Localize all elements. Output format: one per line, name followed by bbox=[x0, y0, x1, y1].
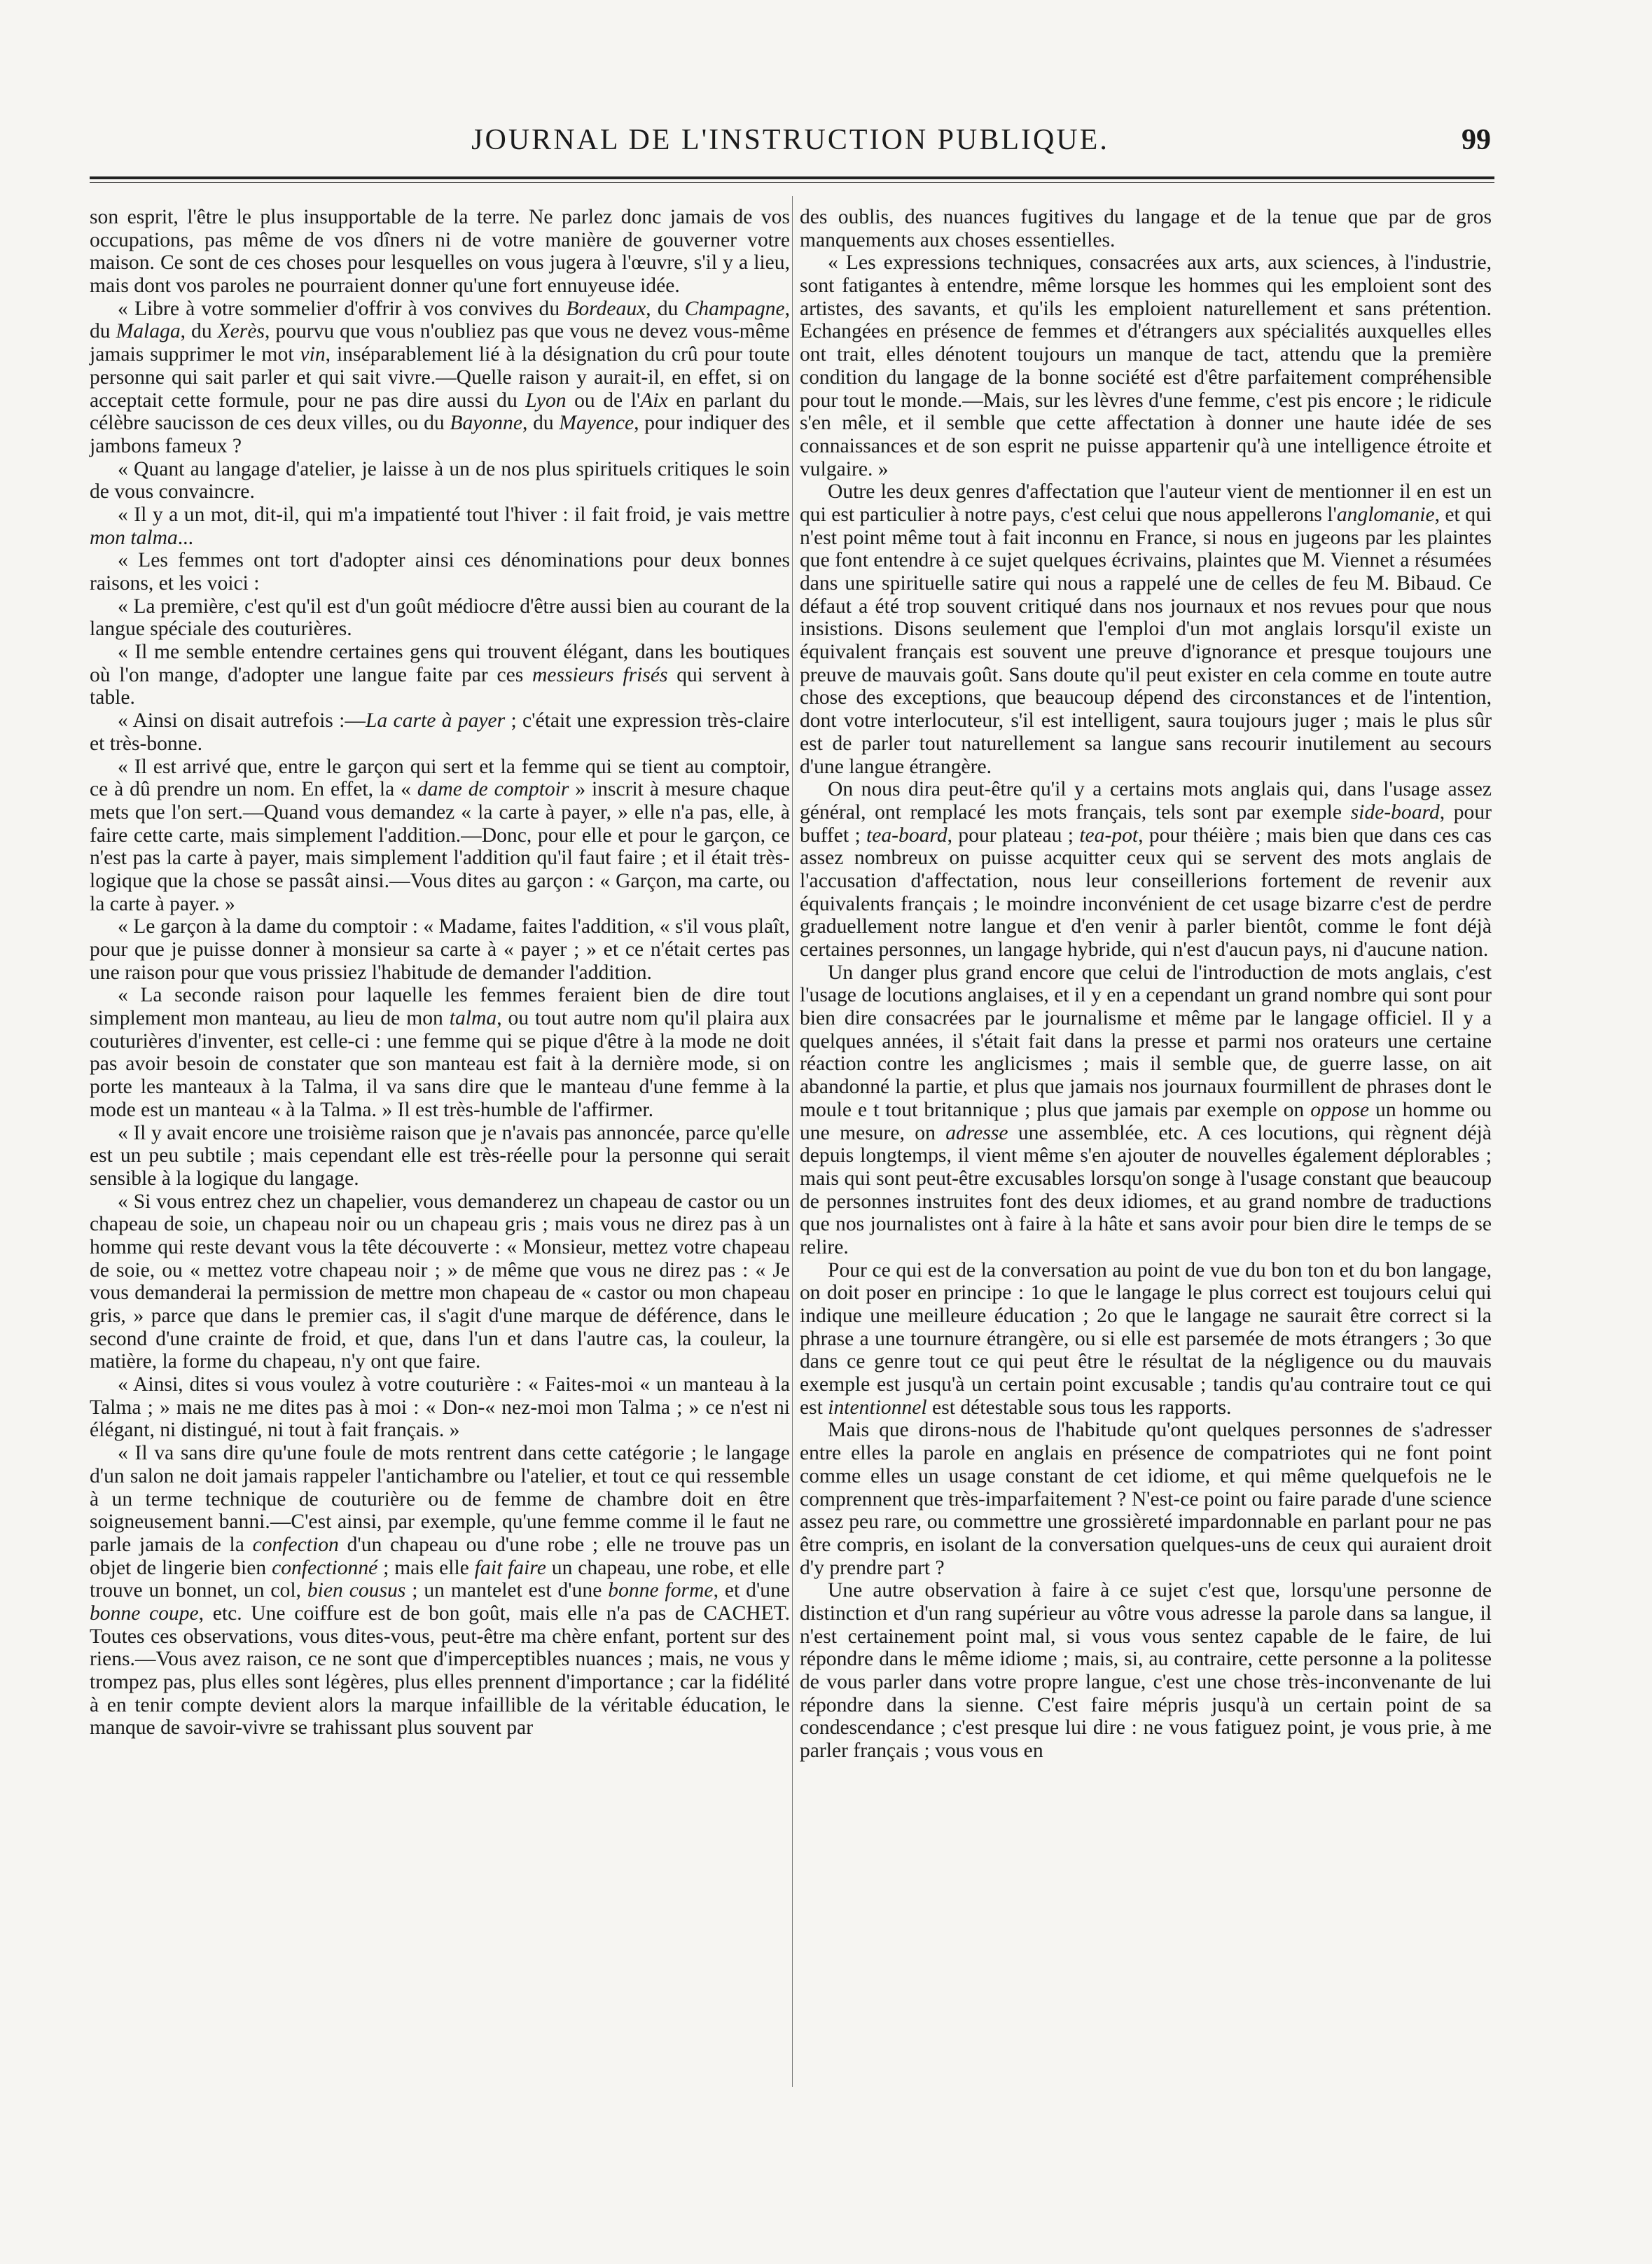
text-run: des oublis, des nuances fugitives du langage et de la tenue que par de gros manquements aux choses essentielles. bbox=[800, 206, 1492, 251]
paragraph bbox=[90, 504, 790, 549]
text-run: Un danger plus grand encore que celui de l'introduction de mots anglais, c'est l'usage de locutions anglaises, et il y en a cependant un grand nombre qui sont pour bien dire consacrées par le journalisme et même par le langage officiel. Il y a quelques années, il s'était fait dans la presse et parmi nos orateurs une certaine réaction contre les anglicismes ; mais il semble que, de guerre lasse, on ait abandonné la partie, et plus que jamais nos journaux fourmillent de phrases dont le moule e t tout britannique ; plus que jamais par exemple on bbox=[800, 961, 1492, 1121]
text-run: ; mais elle bbox=[377, 1556, 475, 1579]
italic-run: Lyon bbox=[525, 389, 567, 412]
text-run: ou de l' bbox=[566, 389, 641, 412]
paragraph bbox=[800, 961, 1492, 1259]
italic-run: bonne forme bbox=[608, 1579, 714, 1602]
italic-run: vin bbox=[300, 343, 326, 366]
paragraph bbox=[800, 1259, 1492, 1419]
text-run: son esprit, l'être le plus insupportable de la terre. Ne parlez donc jamais de vos occupations, pas même de vos dîners ni de votre manière de gouverner votre maison. Ce sont de ces choses pour lesquelles on vous jugera à l'œuvre, s'il y a lieu, mais dont vos paroles ne pourraient donner qu'une fort ennuyeuse idée. bbox=[90, 206, 790, 298]
text-run: , du bbox=[646, 297, 685, 320]
paragraph bbox=[90, 458, 790, 504]
italic-run: talma bbox=[449, 1007, 497, 1030]
column-divider bbox=[792, 196, 793, 2087]
paragraph bbox=[90, 595, 790, 641]
text-run: Mais que dirons-nous de l'habitude qu'ont quelques personnes de s'adresser entre elles la parole en anglais en présence de compatriotes qui ne font point comme elles un usage constant de cet idiome, et qui même quelquefois ne le comprennent que très-imparfaitement ? N'est-ce point ou faire parade d'une science assez peu rare, ou commettre une grossièreté impardonnable en parlant pour ne pas être compris, en isolant de la conversation quelques-uns de ceux qui auraient droit d'y prendre part ? bbox=[800, 1419, 1492, 1579]
text-run: ... bbox=[177, 526, 193, 549]
paragraph bbox=[800, 1419, 1492, 1579]
page-number: 99 bbox=[1462, 124, 1491, 156]
italic-run: tea-pot bbox=[1079, 824, 1139, 847]
text-run: « Si vous entrez chez un chapelier, vous demanderez un chapeau de castor ou un chapeau de soie, un chapeau noir ou un chapeau gris ; mais vous ne direz pas à un homme qui reste devant vous la tête découverte : « Monsieur, mettez votre chapeau de soie, ou « mettez votre chapeau noir ; » de même que vous ne direz pas : « Je vous demanderai la permission de mettre mon chapeau de « castor ou mon chapeau gris, » parce que dans le premier cas, il s'agit d'une marque de déférence, dans le second d'une crainte de froid, et que, dans l'un et dans l'autre cas, la couleur, la matière, la forme du chapeau, n'y ont que faire. bbox=[90, 1190, 790, 1373]
text-run: est détestable sous tous les rapports. bbox=[926, 1396, 1232, 1419]
text-run: , pour théière ; mais bien que dans ces cas assez nombreux on puisse acquitter ceux qui se servent des mots anglais de l'accusation d'affectation, nous leur conseillerions fortement de revenir aux équivalents français ; le moindre inconvénient de cet usage bizarre c'est de perdre graduellement notre langue et d'en venir à parler bientôt, comme le font déjà certaines personnes, un langage hybride, qui n'est d'aucun pays, ni d'aucune nation. bbox=[800, 824, 1492, 961]
text-run: en parlant du célèbre saucisson de ces deux villes, ou du bbox=[90, 389, 791, 435]
italic-run: oppose bbox=[1310, 1098, 1370, 1121]
header-rule bbox=[90, 176, 1494, 179]
italic-run: dame de comptoir bbox=[417, 778, 569, 801]
text-run: Pour ce qui est de la conversation au point de vue du bon ton et du bon langage, on doit poser en principe : 1o que le langage le plus correct est toujours celui qui indique une meilleure éducation ; 2o que le langage ne saurait être correct si la phrase a une tournure étrangère, ou si elle est parsemée de mots étrangers ; 3o que dans ce genre tout ce qui peut être le résultat de la négligence ou du mauvais exemple est jusqu'à un certain point excusable ; tandis qu'au contraire tout ce qui est bbox=[800, 1258, 1492, 1419]
text-run: « Il y avait encore une troisième raison que je n'avais pas annoncée, parce qu'elle est un peu subtile ; mais cependant elle est très-réelle pour la personne qui serait sensible à la logique du langage. bbox=[90, 1121, 790, 1190]
italic-run: mon talma bbox=[90, 526, 178, 549]
left-column bbox=[90, 206, 790, 1739]
text-run: , inséparablement lié à la désignation du crû pour toute personne qui sait parler et qui sait vivre.—Quelle raison y aurait-il, en effet, si on acceptait cette formule, pour ne pas dire aussi du bbox=[90, 343, 791, 412]
text-run: « La première, c'est qu'il est d'un goût médiocre d'être aussi bien au courant de la langue spéciale des couturières. bbox=[90, 595, 790, 641]
italic-run: Bordeaux bbox=[566, 297, 646, 320]
paragraph bbox=[90, 915, 790, 984]
text-run: , etc. Une coiffure est de bon goût, mais elle n'a pas de CACHET. Toutes ces observations, vous dites-vous, peut-être ma chère enfant, portent sur des riens.—Vous avez raison, ce ne sont que d'imperceptibles nuances ; mais, ne vous y trompez pas, plus elles sont légères, plus elles prennent d'importance ; car la fidélité à en tenir compte devient alors la marque infaillible de la véritable éducation, le manque de savoir-vivre se trahissant plus souvent par bbox=[90, 1602, 790, 1739]
text-run: , du bbox=[90, 297, 790, 343]
paragraph bbox=[90, 1373, 790, 1442]
text-run: , pour plateau ; bbox=[947, 824, 1080, 847]
paragraph bbox=[800, 206, 1492, 251]
text-run: , pour buffet ; bbox=[800, 800, 1492, 847]
italic-run: Malaga bbox=[116, 320, 181, 343]
italic-run: Bayonne bbox=[450, 412, 522, 435]
header-rule-thin bbox=[90, 182, 1494, 183]
paragraph bbox=[90, 549, 790, 595]
paragraph bbox=[90, 984, 790, 1121]
italic-run: confectionné bbox=[272, 1556, 378, 1579]
paragraph bbox=[800, 480, 1492, 778]
italic-run: side-board bbox=[1350, 800, 1440, 824]
text-run: « Il va sans dire qu'une foule de mots rentrent dans cette catégorie ; le langage d'un salon ne doit jamais rappeler l'antichambre ou l'atelier, et tout ce qui ressemble à un terme technique de couturière ou de femme de chambre doit en être soigneusement banni.—C'est ainsi, par exemple, qu'une femme comme il le faut ne parle jamais de la bbox=[90, 1442, 790, 1556]
text-run: » inscrit à mesure chaque mets que l'on sert.—Quand vous demandez « la carte à payer, » elle n'a pas, elle, à faire cette carte, mais simplement l'addition.—Donc, pour elle et pour le garçon, ce n'est pas la carte à payer, mais simplement l'addition qu'il faut faire ; et il était très-logique que la chose se passât ainsi.—Vous dites au garçon : « Garçon, ma carte, ou la carte à payer. » bbox=[90, 778, 790, 915]
text-run: « Il me semble entendre certaines gens qui trouvent élégant, dans les boutiques où l'on mange, d'adopter une langue faite par ces bbox=[90, 641, 790, 686]
text-run: On nous dira peut-être qu'il y a certains mots anglais qui, dans l'usage assez général, ont remplacé les mots français, tels sont par exemple bbox=[800, 778, 1492, 824]
paragraph bbox=[90, 1442, 790, 1739]
italic-run: Xerès bbox=[217, 320, 265, 343]
text-run: , pour indiquer des jambons fameux ? bbox=[90, 412, 790, 457]
paragraph bbox=[90, 1122, 790, 1190]
text-run: une assemblée, etc. A ces locutions, qui règnent déjà depuis longtemps, il vient même s'en ajouter de nouvelles également déplorables ; mais qui sont peut-être excusables lorsqu'on songe à l'usage constant que beaucoup de personnes instruites font des deux idiomes, et au grand nombre de traductions que nos journalistes ont à faire à la hâte et sans avoir pour bien dire le temps de se relire. bbox=[800, 1121, 1492, 1258]
text-run: un chapeau, une robe, et elle trouve un bonnet, un col, bbox=[90, 1556, 790, 1602]
text-run: « Il est arrivé que, entre le garçon qui sert et la femme qui se tient au comptoir, ce à dû prendre un nom. En effet, la « bbox=[90, 755, 790, 801]
text-run: Une autre observation à faire à ce sujet c'est que, lorsqu'une personne de distinction et d'un rang supérieur au vôtre vous adresse la parole dans sa langue, il n'est certainement point mal, si vous vous sentez capable de le faire, de lui répondre dans le même idiome ; mais, si, au contraire, cette personne a la politesse de vous parler dans votre propre langue, c'est une chose très-inconvenante de lui répondre dans la sienne. C'est faire mépris jusqu'à un certain point de sa condescendance ; c'est presque lui dire : ne vous fatiguez point, je vous prie, à me parler français ; vous vous en bbox=[800, 1579, 1492, 1763]
paragraph bbox=[90, 756, 790, 916]
italic-run: Champagne bbox=[684, 297, 785, 320]
paragraph bbox=[800, 778, 1492, 961]
text-run: ; un mantelet est d'une bbox=[405, 1579, 609, 1602]
paragraph bbox=[800, 251, 1492, 480]
text-run: « Ainsi on disait autrefois :— bbox=[118, 709, 366, 732]
italic-run: fait faire bbox=[474, 1556, 546, 1579]
italic-run: La carte à payer bbox=[365, 709, 506, 732]
text-run: « Il y a un mot, dit-il, qui m'a impatienté tout l'hiver : il fait froid, je vais mettre bbox=[118, 503, 790, 526]
italic-run: bien cousus bbox=[307, 1579, 406, 1602]
text-run: « Les expressions techniques, consacrées aux arts, aux sciences, à l'industrie, sont fatigantes à entendre, même lorsque les hommes qui les emploient sont des artistes, des savants, et qu'ils les emploient naturellement et sans prétention. Echangées en présence de femmes et d'étrangers aux spécialités auxquelles elles ont trait, elles dénotent toujours un manque de tact, attendu que la première condition du langage de la bonne société est d'être parfaitement compréhensible pour tout le monde.—Mais, sur les lèvres d'une femme, c'est pis encore ; le ridicule s'en mêle, et il semble que cette affectation à donner une haute idée de ses connaissances et de son esprit ne puisse appartenir qu'à une intelligence étroite et vulgaire. » bbox=[800, 251, 1492, 480]
right-column bbox=[800, 206, 1492, 1763]
text-run: qui servent à table. bbox=[90, 663, 791, 709]
text-run: un homme ou une mesure, on bbox=[800, 1098, 1492, 1144]
text-run: , ou tout autre nom qu'il plaira aux couturières d'inventer, est celle-ci : une femme qui se pique d'être à la mode ne doit pas avoir besoin de constater que son manteau est fait à la dernière mode, si on porte les manteaux à la Talma, il va sans dire que le manteau d'une femme à la mode est un manteau « à la Talma. » Il est très-humble de l'affirmer. bbox=[90, 1007, 791, 1121]
paragraph bbox=[90, 298, 790, 458]
text-run: « Ainsi, dites si vous voulez à votre couturière : « Faites-moi « un manteau à la Talma ; » mais ne me dites pas à moi : « Don-« nez-moi mon Talma ; » ce n'est ni élégant, ni distingué, ni tout à fait français. » bbox=[90, 1373, 790, 1442]
text-run: « Les femmes ont tort d'adopter ainsi ces dénominations pour deux bonnes raisons, et les voici : bbox=[90, 549, 790, 595]
text-run: , et d'une bbox=[713, 1579, 791, 1602]
page-header bbox=[90, 123, 1491, 165]
paragraph bbox=[90, 641, 790, 709]
text-run: « Quant au langage d'atelier, je laisse à un de nos plus spirituels critiques le soin de vous convaincre. bbox=[90, 457, 790, 504]
italic-run: bonne coupe bbox=[90, 1602, 199, 1625]
italic-run: messieurs frisés bbox=[532, 663, 668, 686]
italic-run: Mayence bbox=[559, 412, 634, 435]
italic-run: confection bbox=[252, 1533, 339, 1556]
running-title: JOURNAL DE L'INSTRUCTION PUBLIQUE. bbox=[471, 124, 1109, 156]
italic-run: adresse bbox=[945, 1121, 1008, 1144]
text-run: « Le garçon à la dame du comptoir : « Madame, faites l'addition, « s'il vous plaît, pour que je puisse donner à monsieur sa carte à « payer ; » et ce n'était certes pas une raison pour que vous prissiez l'habitude de demander l'addition. bbox=[90, 915, 790, 984]
text-run: d'un chapeau ou d'une robe ; elle ne trouve pas un objet de lingerie bien bbox=[90, 1533, 790, 1579]
italic-run: anglomanie bbox=[1336, 503, 1435, 526]
paragraph bbox=[90, 206, 790, 298]
text-run: ; c'était une expression très-claire et très-bonne. bbox=[90, 709, 790, 755]
text-run: « La seconde raison pour laquelle les femmes feraient bien de dire tout simplement mon manteau, au lieu de mon bbox=[90, 984, 790, 1030]
italic-run: Aix bbox=[640, 389, 668, 412]
text-run: « Libre à votre sommelier d'offrir à vos convives du bbox=[118, 297, 567, 320]
paragraph bbox=[90, 1190, 790, 1374]
italic-run: intentionnel bbox=[828, 1396, 927, 1419]
text-run: , pourvu que vous n'oubliez pas que vous ne devez vous-même jamais supprimer le mot bbox=[90, 320, 790, 366]
text-run: , du bbox=[180, 320, 218, 343]
paragraph bbox=[800, 1579, 1492, 1763]
text-run: , du bbox=[522, 412, 560, 435]
paragraph bbox=[90, 709, 790, 755]
text-run: Outre les deux genres d'affectation que l'auteur vient de mentionner il en est un qui est particulier à notre pays, c'est celui que nous appellerons l' bbox=[800, 480, 1492, 526]
italic-run: tea-board bbox=[866, 824, 948, 847]
text-run: , et qui n'est point même tout à fait inconnu en France, si nous en jugeons par les plaintes que font entendre à ce sujet quelques écrivains, plaintes que M. Viennet a résumées dans une spirituelle satire qui nous a rappelé une de celles de feu M. Bibaud. Ce défaut a été trop souvent critiqué dans nos journaux et nos revues pour que nous insistions. Disons seulement que l'emploi d'un mot anglais lorsqu'il existe un équivalent français est souvent une preuve d'ignorance et presque toujours une preuve de mauvais goût. Sans doute qu'il peut exister en cela comme en toute autre chose des exceptions, que beaucoup dépend des circonstances et de l'intention, dont votre interlocuteur, s'il est intelligent, saura toujours juger ; mais le plus sûr est de parler tout naturellement sa langue sans recourir inutilement au secours d'une langue étrangère. bbox=[800, 503, 1492, 778]
